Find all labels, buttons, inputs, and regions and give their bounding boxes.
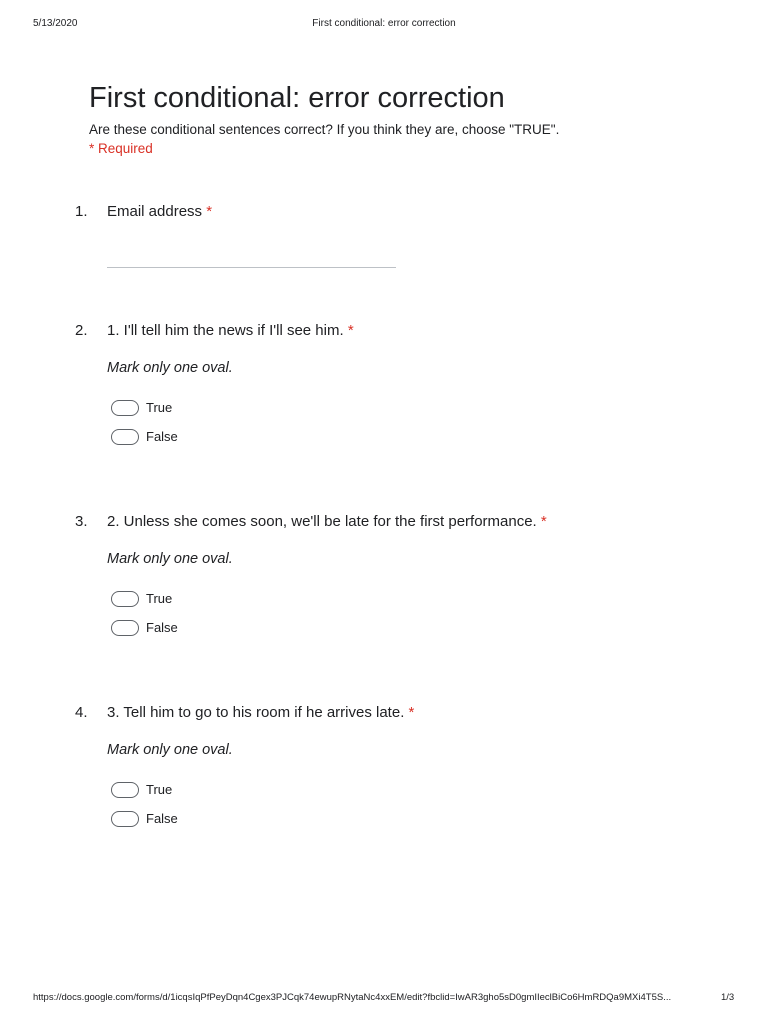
required-asterisk: *: [540, 513, 547, 530]
print-title: First conditional: error correction: [312, 18, 456, 29]
option-label: True: [146, 400, 173, 415]
radio-oval[interactable]: [111, 591, 139, 607]
question-text: [107, 203, 212, 221]
print-url: https://docs.google.com/forms/d/1icqsIqPfPeyDqn4Cgex3PJCqk74ewupRNytaNc4xxEM/edit?fbclid=IwAR3gho5sD0gmIIeclBiCo6HmRDQa9MXi4T5S...: [33, 992, 672, 1003]
form-description: Are these conditional sentences correct? If you think they are, choose "TRUE".: [89, 122, 560, 137]
question-text: [107, 322, 354, 340]
question-number: 4.: [75, 704, 88, 721]
print-date: 5/13/2020: [33, 18, 78, 29]
print-footer: [0, 992, 768, 1006]
question-hint: Mark only one oval.: [107, 551, 233, 567]
question-number: 1.: [75, 203, 88, 220]
required-asterisk: *: [408, 704, 415, 721]
option-label: True: [146, 782, 173, 797]
required-note: * Required: [89, 141, 153, 156]
question-label: 2. Unless she comes soon, we'll be late for the first performance.: [107, 513, 537, 530]
question-text: [107, 704, 414, 722]
question-label: Email address: [107, 203, 203, 220]
option-label: False: [146, 429, 178, 444]
question-number: 3.: [75, 513, 88, 530]
radio-oval[interactable]: [111, 811, 139, 827]
required-asterisk: *: [206, 203, 213, 220]
page-number: 1/3: [721, 992, 735, 1003]
option-label: False: [146, 811, 178, 826]
radio-oval[interactable]: [111, 620, 139, 636]
question-text: [107, 513, 547, 531]
radio-oval[interactable]: [111, 782, 139, 798]
radio-oval[interactable]: [111, 429, 139, 445]
form-header: [89, 80, 729, 157]
print-header: [0, 18, 768, 32]
question-hint: Mark only one oval.: [107, 742, 233, 758]
form-title: First conditional: error correction: [89, 82, 505, 114]
question-label: 3. Tell him to go to his room if he arrives late.: [107, 704, 405, 721]
question-hint: Mark only one oval.: [107, 360, 233, 376]
question-label: 1. I'll tell him the news if I'll see him.: [107, 322, 344, 339]
option-label: True: [146, 591, 173, 606]
radio-oval[interactable]: [111, 400, 139, 416]
email-answer-field[interactable]: [107, 267, 396, 268]
required-asterisk: *: [347, 322, 354, 339]
question-number: 2.: [75, 322, 88, 339]
option-label: False: [146, 620, 178, 635]
